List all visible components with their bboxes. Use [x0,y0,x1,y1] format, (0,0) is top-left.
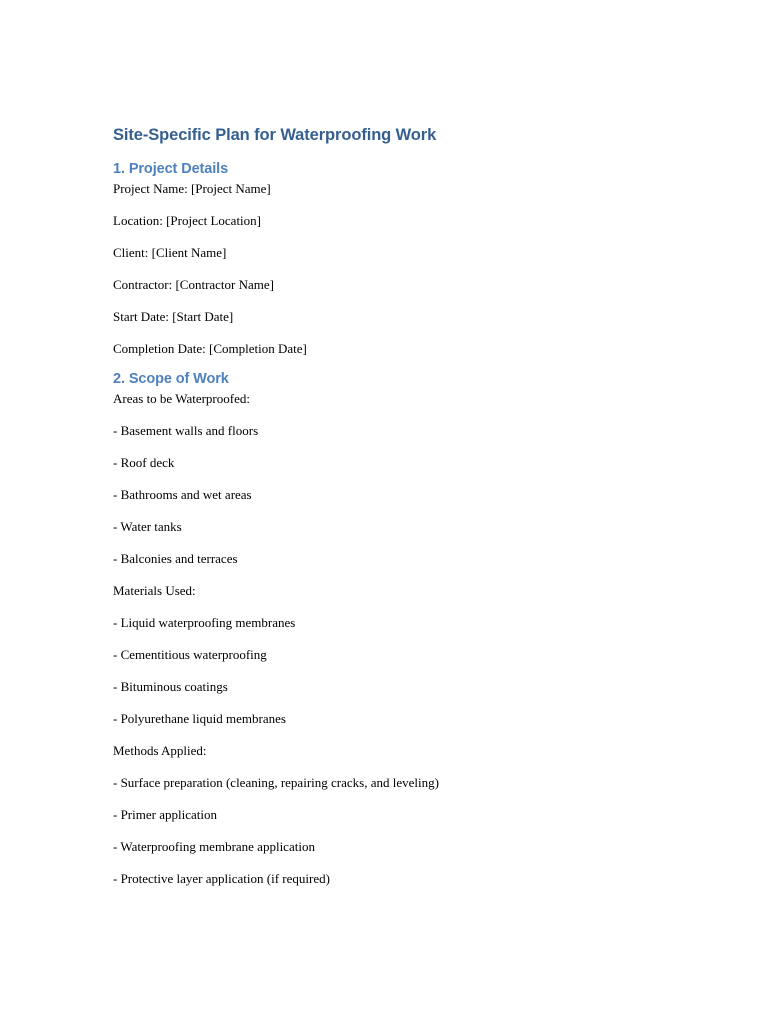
list-item: - Basement walls and floors [113,423,259,438]
section-heading: 1. Project Details [113,161,229,177]
contractor-line: Contractor: [Contractor Name] [113,277,274,292]
list-item: - Bituminous coatings [113,679,228,694]
list-item: - Liquid waterproofing membranes [113,615,296,630]
list-item: - Primer application [113,807,217,822]
section-scope-of-work [113,370,673,888]
materials-label: Materials Used: [113,583,196,598]
project-name-line: Project Name: [Project Name] [113,181,271,196]
document-body [113,124,673,902]
list-item: - Protective layer application (if required) [113,871,330,886]
location-line: Location: [Project Location] [113,213,262,228]
start-date-line: Start Date: [Start Date] [113,309,234,324]
list-item: - Cementitious waterproofing [113,647,267,662]
methods-label: Methods Applied: [113,743,207,758]
list-item: - Balconies and terraces [113,551,238,566]
areas-label: Areas to be Waterproofed: [113,391,250,406]
document-title: Site-Specific Plan for Waterproofing Work [113,126,437,144]
section-heading: 2. Scope of Work [113,371,229,387]
list-item: - Polyurethane liquid membranes [113,711,286,726]
client-line: Client: [Client Name] [113,245,227,260]
list-item: - Surface preparation (cleaning, repairing cracks, and leveling) [113,775,439,790]
list-item: - Water tanks [113,519,182,534]
list-item: - Roof deck [113,455,175,470]
list-item: - Waterproofing membrane application [113,839,315,854]
section-project-details [113,160,673,358]
list-item: - Bathrooms and wet areas [113,487,252,502]
completion-date-line: Completion Date: [Completion Date] [113,341,307,356]
